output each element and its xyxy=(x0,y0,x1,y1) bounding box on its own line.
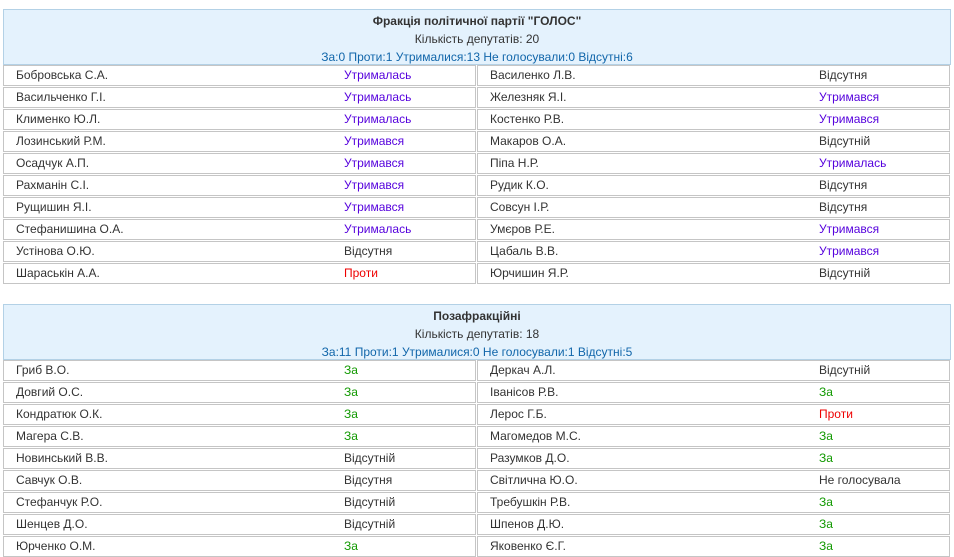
deputy-name: Макаров О.А. xyxy=(490,134,567,148)
deputy-name: Рахманін С.І. xyxy=(16,178,90,192)
vote-result: Відсутня xyxy=(819,200,868,214)
deputy-row xyxy=(477,448,950,469)
vote-result: Утрималась xyxy=(819,156,887,170)
vote-result: Відсутній xyxy=(344,517,396,531)
deputies-count: Кількість депутатів: 20 xyxy=(414,32,540,46)
deputy-row xyxy=(477,241,950,262)
deputy-row xyxy=(477,175,950,196)
deputy-row xyxy=(3,241,476,262)
faction-title: Позафракційні xyxy=(433,309,521,323)
deputy-name: Іванісов Р.В. xyxy=(490,385,559,399)
vote-result: Проти xyxy=(344,266,378,280)
vote-result: За xyxy=(819,495,833,509)
deputy-name: Шпенов Д.Ю. xyxy=(490,517,565,531)
vote-result: Відсутній xyxy=(819,363,871,377)
vote-result: За xyxy=(344,429,358,443)
deputy-row xyxy=(3,153,476,174)
faction-section xyxy=(3,304,951,553)
deputy-row xyxy=(477,492,950,513)
deputy-row xyxy=(477,426,950,447)
deputy-row xyxy=(477,197,950,218)
deputy-row xyxy=(3,536,476,557)
deputy-row xyxy=(3,219,476,240)
deputy-row xyxy=(477,87,950,108)
deputy-name: Лерос Г.Б. xyxy=(490,407,547,421)
vote-result: Утримався xyxy=(344,134,405,148)
deputy-row xyxy=(3,360,476,381)
deputy-name: Магомедов М.С. xyxy=(490,429,581,443)
deputy-name: Рудик К.О. xyxy=(490,178,549,192)
vote-result: Утримався xyxy=(344,156,405,170)
deputy-name: Кондратюк О.К. xyxy=(16,407,103,421)
vote-result: Утримався xyxy=(344,178,405,192)
deputy-name: Разумков Д.О. xyxy=(490,451,570,465)
vote-result: Утрималась xyxy=(344,112,412,126)
vote-result: Утрималась xyxy=(344,68,412,82)
deputy-row xyxy=(3,175,476,196)
vote-result: За xyxy=(344,407,358,421)
vote-result: Утримався xyxy=(819,90,880,104)
deputy-name: Довгий О.С. xyxy=(16,385,84,399)
deputy-name: Шараськін А.А. xyxy=(16,266,100,280)
deputy-row xyxy=(3,263,476,284)
vote-result: За xyxy=(819,539,833,553)
deputy-row xyxy=(477,263,950,284)
deputy-name: Деркач А.Л. xyxy=(490,363,556,377)
deputy-name: Цабаль В.В. xyxy=(490,244,559,258)
deputy-name: Устінова О.Ю. xyxy=(16,244,95,258)
deputy-name: Осадчук А.П. xyxy=(16,156,90,170)
deputy-name: Юрченко О.М. xyxy=(16,539,96,553)
vote-result: За xyxy=(819,429,833,443)
deputy-row xyxy=(3,109,476,130)
deputy-row xyxy=(3,131,476,152)
vote-result: Утримався xyxy=(819,244,880,258)
deputy-row xyxy=(477,153,950,174)
deputy-name: Лозинський Р.М. xyxy=(16,134,106,148)
deputy-row xyxy=(477,536,950,557)
deputy-name: Яковенко Є.Г. xyxy=(490,539,566,553)
deputy-name: Магера С.В. xyxy=(16,429,84,443)
deputy-name: Світлична Ю.О. xyxy=(490,473,578,487)
deputy-name: Васильченко Г.І. xyxy=(16,90,106,104)
deputy-row xyxy=(3,426,476,447)
vote-result: Відсутній xyxy=(819,134,871,148)
vote-result: За xyxy=(344,363,358,377)
deputy-name: Клименко Ю.Л. xyxy=(16,112,101,126)
deputy-name: Шенцев Д.О. xyxy=(16,517,88,531)
vote-result: За xyxy=(819,385,833,399)
vote-result: Відсутня xyxy=(819,68,868,82)
deputy-row xyxy=(3,448,476,469)
faction-section xyxy=(3,9,951,280)
vote-result: За xyxy=(819,517,833,531)
deputy-row xyxy=(477,109,950,130)
vote-result: За xyxy=(819,451,833,465)
vote-result: Утримався xyxy=(819,222,880,236)
vote-result: Утримався xyxy=(344,200,405,214)
deputy-row xyxy=(477,382,950,403)
deputy-name: Савчук О.В. xyxy=(16,473,83,487)
deputy-row xyxy=(3,404,476,425)
deputy-row xyxy=(3,382,476,403)
deputy-name: Піпа Н.Р. xyxy=(490,156,539,170)
vote-summary: За:11 Проти:1 Утрималися:0 Не голосували:1 Відсутні:5 xyxy=(321,345,633,359)
faction-title: Фракція політичної партії "ГОЛОС" xyxy=(372,14,582,28)
deputy-name: Требушкін Р.В. xyxy=(490,495,571,509)
vote-result: Не голосувала xyxy=(819,473,901,487)
vote-result: За xyxy=(344,539,358,553)
deputy-row xyxy=(477,404,950,425)
vote-result: Утрималась xyxy=(344,90,412,104)
deputy-row xyxy=(477,131,950,152)
deputy-name: Умєров Р.Е. xyxy=(490,222,555,236)
deputy-row xyxy=(3,197,476,218)
deputy-row xyxy=(477,219,950,240)
vote-result: Утрималась xyxy=(344,222,412,236)
vote-result: Відсутній xyxy=(344,451,396,465)
vote-result: Відсутній xyxy=(819,266,871,280)
vote-summary: За:0 Проти:1 Утрималися:13 Не голосували:0 Відсутні:6 xyxy=(321,50,633,64)
deputy-name: Совсун І.Р. xyxy=(490,200,550,214)
vote-result: Відсутня xyxy=(344,473,393,487)
deputy-row xyxy=(3,87,476,108)
vote-result: За xyxy=(344,385,358,399)
vote-result: Відсутня xyxy=(344,244,393,258)
deputy-name: Бобровська С.А. xyxy=(16,68,109,82)
deputy-row xyxy=(3,514,476,535)
vote-result: Утримався xyxy=(819,112,880,126)
deputy-name: Гриб В.О. xyxy=(16,363,70,377)
deputy-row xyxy=(477,514,950,535)
deputy-name: Стефанишина О.А. xyxy=(16,222,124,236)
deputy-name: Рущишин Я.І. xyxy=(16,200,92,214)
deputies-count: Кількість депутатів: 18 xyxy=(414,327,540,341)
deputy-row xyxy=(477,360,950,381)
faction-header xyxy=(3,9,951,65)
deputy-name: Стефанчук Р.О. xyxy=(16,495,103,509)
deputy-row xyxy=(477,470,950,491)
deputy-row xyxy=(3,470,476,491)
vote-result: Відсутня xyxy=(819,178,868,192)
deputy-name: Костенко Р.В. xyxy=(490,112,565,126)
deputy-name: Василенко Л.В. xyxy=(490,68,576,82)
faction-header xyxy=(3,304,951,360)
deputy-row xyxy=(3,492,476,513)
deputy-name: Юрчишин Я.Р. xyxy=(490,266,569,280)
deputy-name: Новинський В.В. xyxy=(16,451,108,465)
vote-result: Проти xyxy=(819,407,853,421)
deputy-row xyxy=(477,65,950,86)
deputy-name: Железняк Я.І. xyxy=(490,90,567,104)
vote-result: Відсутній xyxy=(344,495,396,509)
deputy-row xyxy=(3,65,476,86)
